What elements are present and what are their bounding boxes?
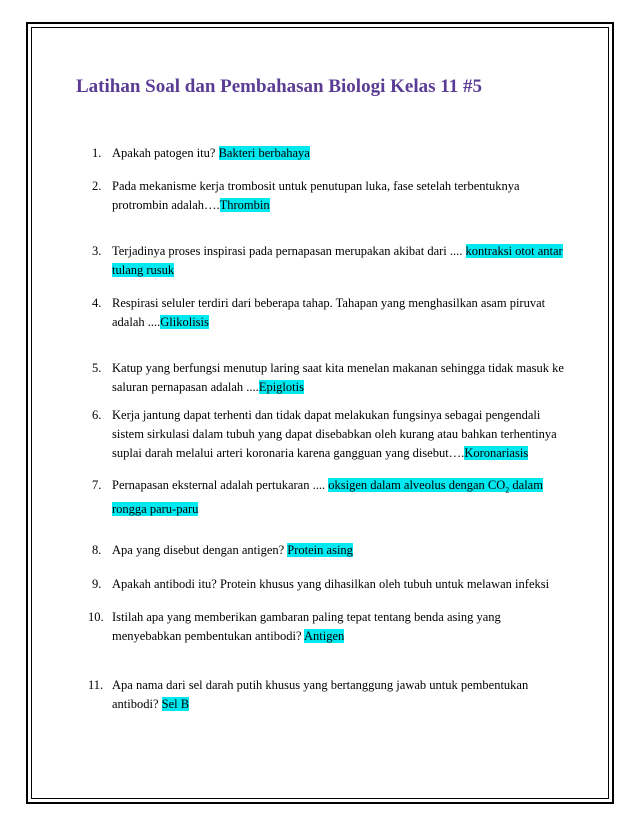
answer-text-part1: oksigen dalam alveolus dengan CO xyxy=(328,478,506,492)
answer-highlight: Thrombin xyxy=(219,198,270,212)
question-text: Apakah patogen itu? xyxy=(112,146,219,160)
answer-highlight: Koronariasis xyxy=(464,446,529,460)
answer-highlight: Glikolisis xyxy=(160,315,209,329)
question-number: 11. xyxy=(88,678,104,692)
question-4 xyxy=(92,294,572,332)
question-text: Pernapasan eksternal adalah pertukaran .... xyxy=(112,478,329,492)
page-title: Latihan Soal dan Pembahasan Biologi Kelas 11 #5 xyxy=(76,76,482,97)
question-10 xyxy=(88,608,572,646)
question-number: 7. xyxy=(92,478,102,492)
answer-subscript: 2 xyxy=(505,485,510,495)
question-1 xyxy=(92,144,572,163)
question-number: 6. xyxy=(92,408,102,422)
question-text: Respirasi seluler terdiri dari beberapa tahap. Tahapan yang menghasilkan asam piruvat adalah .... xyxy=(112,296,546,329)
question-text: Istilah apa yang memberikan gambaran paling tepat tentang benda asing yang menyebabkan pembentukan antibodi? xyxy=(112,610,501,643)
answer-highlight: Epiglotis xyxy=(258,380,304,394)
question-9 xyxy=(92,575,572,594)
answer-highlight: kontraksi otot antar tulang rusuk xyxy=(112,244,563,277)
question-number: 5. xyxy=(92,361,102,375)
question-8 xyxy=(92,541,572,560)
answer-highlight: Sel B xyxy=(161,697,190,711)
question-text: Apa yang disebut dengan antigen? xyxy=(112,543,288,557)
question-11 xyxy=(88,676,572,714)
question-text: Katup yang berfungsi menutup laring saat kita menelan makanan sehingga tidak masuk ke saluran pernapasan adalah .... xyxy=(112,361,564,394)
question-number: 3. xyxy=(92,244,102,258)
question-6 xyxy=(92,406,572,463)
question-number: 1. xyxy=(92,146,102,160)
answer-highlight: Protein asing xyxy=(287,543,353,557)
answer-highlight: Antigen xyxy=(303,629,345,643)
question-2 xyxy=(92,177,572,215)
question-7 xyxy=(92,476,572,519)
question-number: 9. xyxy=(92,577,102,591)
question-text: Apakah antibodi itu? Protein khusus yang dihasilkan oleh tubuh untuk melawan infeksi xyxy=(112,577,550,591)
question-text: Terjadinya proses inspirasi pada pernapasan merupakan akibat dari .... xyxy=(112,244,466,258)
question-number: 8. xyxy=(92,543,102,557)
answer-highlight: Bakteri berbahaya xyxy=(218,146,310,160)
question-text: Pada mekanisme kerja trombosit untuk penutupan luka, fase setelah terbentuknya protrombin adalah…. xyxy=(112,179,520,212)
question-text: Apa nama dari sel darah putih khusus yang bertanggung jawab untuk pembentukan antibodi? xyxy=(112,678,529,711)
question-3 xyxy=(92,242,572,280)
question-number: 2. xyxy=(92,179,102,193)
answer-text-part2: dalam rongga paru-paru xyxy=(112,478,543,516)
question-number: 4. xyxy=(92,296,102,310)
question-text: Kerja jantung dapat terhenti dan tidak dapat melakukan fungsinya sebagai pengendali sistem sirkulasi dalam tubuh yang dapat disebabkan oleh kurang atau bahkan terhentinya suplai darah melalui arteri koronaria karena gangguan yang disebut…. xyxy=(112,408,557,460)
question-number: 10. xyxy=(88,610,104,624)
question-5 xyxy=(92,359,572,397)
